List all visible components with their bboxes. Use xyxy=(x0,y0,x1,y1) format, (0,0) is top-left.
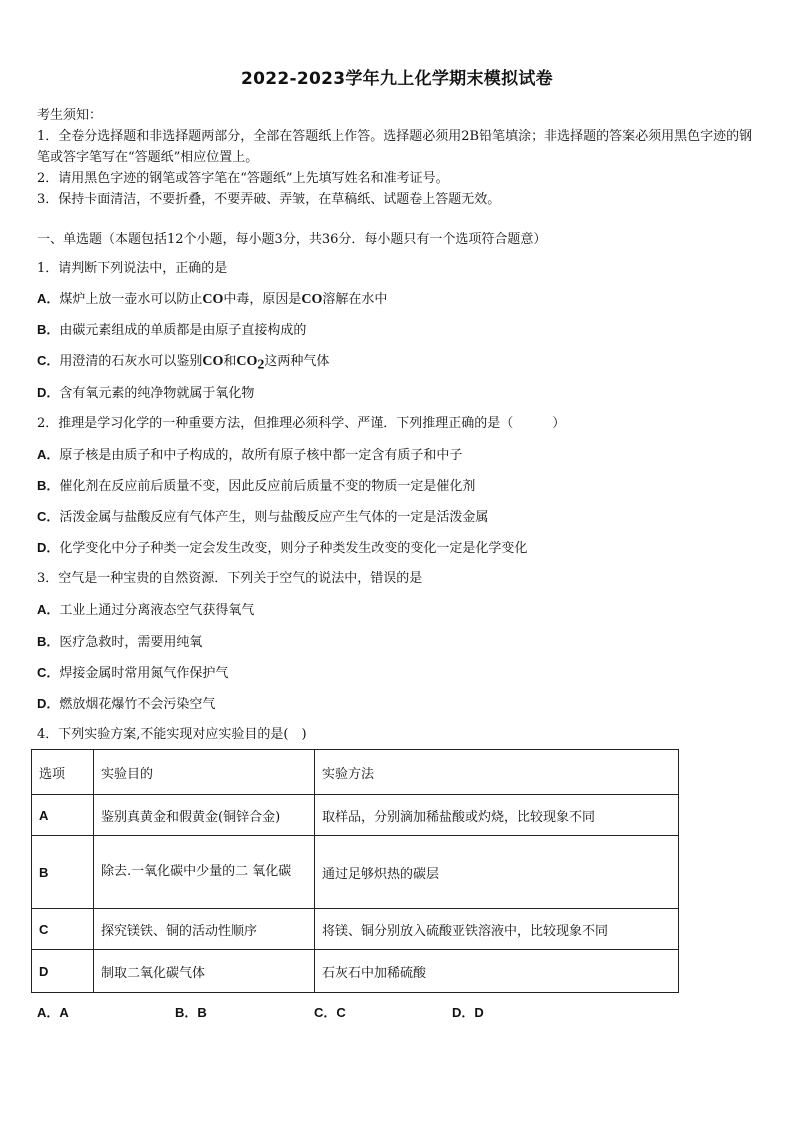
table-cell: 取样品，分别滴加稀盐酸或灼烧，比较现象不同 xyxy=(315,795,679,836)
table-cell: 将镁、铜分别放入硫酸亚铁溶液中，比较现象不同 xyxy=(315,909,679,950)
option-text: 用澄清的石灰水可以鉴别 xyxy=(59,354,203,369)
option-key: C． xyxy=(37,353,60,368)
question-1-option-c[interactable] xyxy=(37,352,329,375)
formula-co2: CO xyxy=(236,354,258,369)
table-cell: 通过足够炽热的碳层 xyxy=(315,836,679,909)
question-2-option-b[interactable] xyxy=(37,477,475,496)
option-text: 工业上通过分离液态空气获得氧气 xyxy=(59,603,255,618)
table-cell: 鉴别真黄金和假黄金(铜锌合金) xyxy=(94,795,315,836)
question-1-stem: 1．请判断下列说法中，正确的是 xyxy=(37,261,228,276)
option-key: A． xyxy=(37,602,60,617)
section-header: 一、单选题（本题包括12个小题，每小题3分，共36分．每小题只有一个选项符合题意） xyxy=(37,232,547,247)
table-cell: 制取二氧化碳气体 xyxy=(94,950,315,993)
option-key: D． xyxy=(37,385,60,400)
notice-item-1: 1．全卷分选择题和非选择题两部分，全部在答题纸上作答。选择题必须用2B铅笔填涂；非选择题的答案必须用黑色字迹的钢笔或答字笔写在“答题纸”相应位置上。 xyxy=(37,129,753,165)
page-title: 2022-2023学年九上化学期末模拟试卷 xyxy=(241,69,553,89)
formula-co: CO xyxy=(202,292,224,307)
option-text: 溶解在水中 xyxy=(322,292,388,307)
table-cell: A xyxy=(32,795,94,836)
formula-co: CO xyxy=(202,354,224,369)
question-3-stem: 3．空气是一种宝贵的自然资源．下列关于空气的说法中，错误的是 xyxy=(37,571,423,586)
table-cell: B xyxy=(32,836,94,909)
question-3-option-c[interactable] xyxy=(37,664,228,683)
option-text: 催化剂在反应前后质量不变，因此反应前后质量不变的物质一定是催化剂 xyxy=(59,479,476,494)
option-key: A． xyxy=(37,291,60,306)
table-cell: 石灰石中加稀硫酸 xyxy=(315,950,679,993)
answer-option-b[interactable]: B．B xyxy=(175,1005,207,1020)
table-cell: 探究镁铁、铜的活动性顺序 xyxy=(94,909,315,950)
option-text: 含有氧元素的纯净物就属于氧化物 xyxy=(59,386,255,401)
table-header: 实验目的 xyxy=(94,750,315,795)
notice-heading: 考生须知： xyxy=(37,108,103,123)
question-4-stem: 4．下列实验方案,不能实现对应实验目的是( ) xyxy=(37,727,307,742)
option-key: C． xyxy=(37,509,60,524)
option-key: B． xyxy=(37,634,60,649)
option-text: 化学变化中分子种类一定会发生改变，则分子种类发生改变的变化一定是化学变化 xyxy=(59,541,528,556)
question-2-option-c[interactable] xyxy=(37,508,488,527)
formula-co: CO xyxy=(301,292,323,307)
option-key: D． xyxy=(37,696,60,711)
question-1-option-d[interactable] xyxy=(37,384,254,403)
option-text: 活泼金属与盐酸反应有气体产生，则与盐酸反应产生气体的一定是活泼金属 xyxy=(59,510,489,525)
formula-subscript: 2 xyxy=(257,357,265,373)
option-key: B． xyxy=(37,478,60,493)
table-cell: C xyxy=(32,909,94,950)
answer-option-d[interactable]: D．D xyxy=(452,1005,484,1020)
option-text: 医疗急救时，需要用纯氧 xyxy=(59,635,203,650)
notice-item-2: 2．请用黑色字迹的钢笔或答字笔在“答题纸”上先填写姓名和准考证号。 xyxy=(37,171,449,186)
question-3-option-a[interactable] xyxy=(37,601,254,620)
table-header: 实验方法 xyxy=(315,750,679,795)
question-2-option-a[interactable] xyxy=(37,446,462,465)
option-key: B． xyxy=(37,322,60,337)
question-3-option-b[interactable] xyxy=(37,633,202,652)
option-text: 焊接金属时常用氮气作保护气 xyxy=(59,666,229,681)
table-cell: 除去.一氧化碳中少量的二 氧化碳 xyxy=(94,836,315,909)
option-text: 燃放烟花爆竹不会污染空气 xyxy=(59,697,216,712)
table-row xyxy=(32,909,679,950)
question-1-option-a[interactable] xyxy=(37,290,387,309)
question-2-stem: 2．推理是学习化学的一种重要方法，但推理必须科学、严谨．下列推理正确的是（ ） xyxy=(37,416,566,431)
option-text: 中毒，原因是 xyxy=(223,292,302,307)
option-key: C． xyxy=(37,665,60,680)
option-text: 原子核是由质子和中子构成的，故所有原子核中都一定含有质子和中子 xyxy=(59,448,463,463)
table-header-row xyxy=(32,750,679,795)
notice-item-3: 3．保持卡面清洁，不要折叠，不要弄破、弄皱，在草稿纸、试题卷上答题无效。 xyxy=(37,192,501,207)
option-text: 由碳元素组成的单质都是由原子直接构成的 xyxy=(59,323,307,338)
experiment-table xyxy=(31,749,679,993)
answer-option-a[interactable]: A．A xyxy=(37,1005,69,1020)
option-text: 煤炉上放一壶水可以防止 xyxy=(59,292,203,307)
table-header: 选项 xyxy=(32,750,94,795)
question-2-option-d[interactable] xyxy=(37,539,527,558)
table-row xyxy=(32,950,679,993)
question-1-option-b[interactable] xyxy=(37,321,306,340)
option-text: 和 xyxy=(223,354,237,369)
table-row xyxy=(32,836,679,909)
option-key: A． xyxy=(37,447,60,462)
option-key: D． xyxy=(37,540,60,555)
table-cell: D xyxy=(32,950,94,993)
question-3-option-d[interactable] xyxy=(37,695,215,714)
option-text: 这两种气体 xyxy=(264,354,330,369)
answer-option-c[interactable]: C．C xyxy=(314,1005,346,1020)
table-row xyxy=(32,795,679,836)
